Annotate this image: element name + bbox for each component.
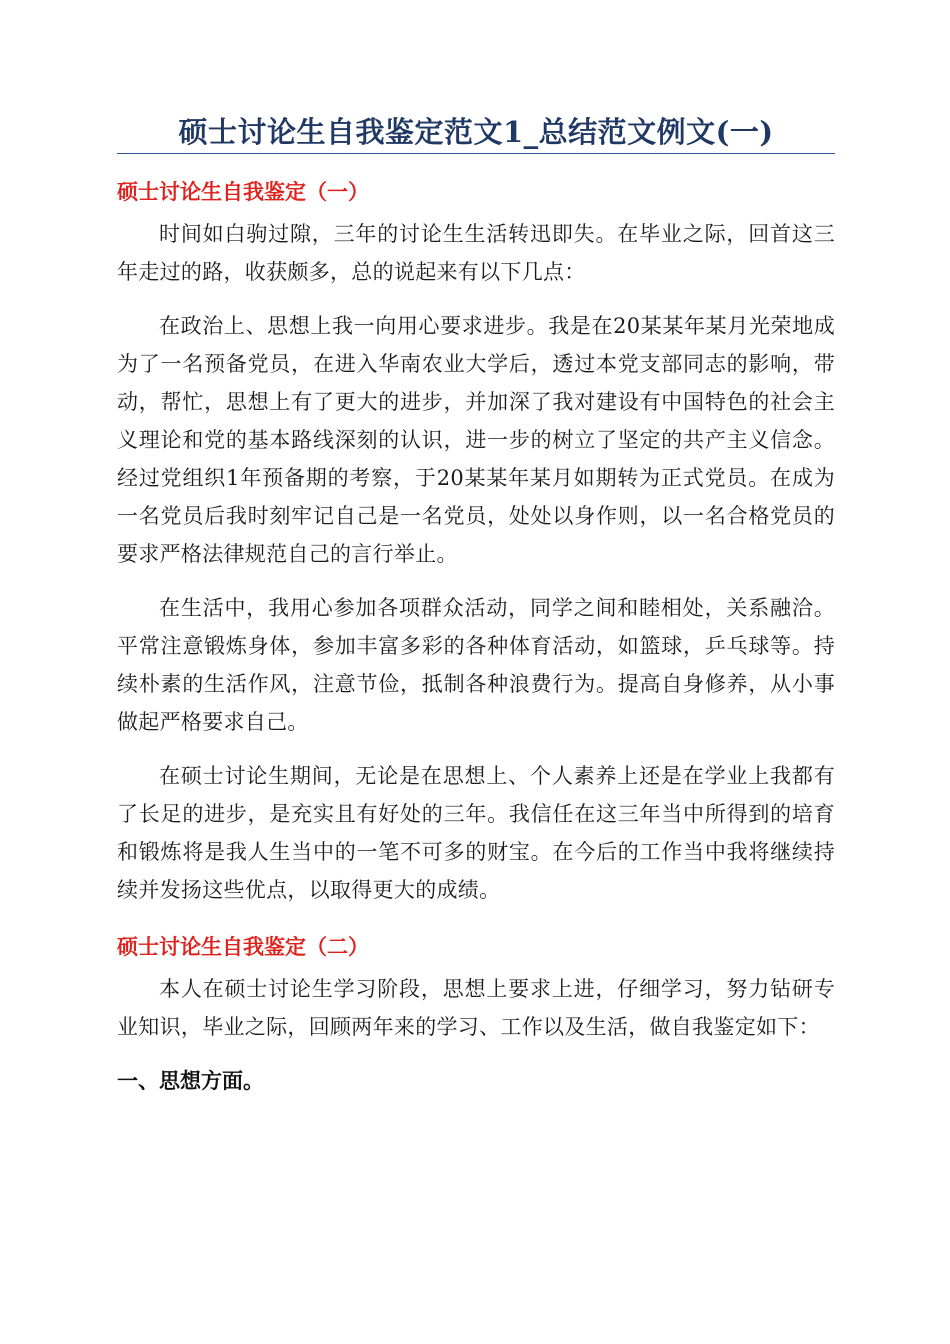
document-title: 硕士讨论生自我鉴定范文1_总结范文例文(一): [178, 115, 774, 149]
document-page: [117, 112, 835, 1096]
paragraph: 时间如白驹过隙，三年的讨论生生活转迅即失。在毕业之际，回首这三年走过的路，收获颇多，总的说起来有以下几点：: [117, 222, 835, 284]
title-underline: [117, 153, 835, 154]
paragraph: 在硕士讨论生期间，无论是在思想上、个人素养上还是在学业上我都有了长足的进步，是充实且有好处的三年。我信任在这三年当中所得到的培育和锻炼将是我人生当中的一笔不可多的财宝。在今后的工作当中我将继续持续并发扬这些优点，以取得更大的成绩。: [117, 764, 835, 902]
section-1: [117, 177, 835, 909]
sub-heading: 一、思想方面。: [117, 1069, 264, 1093]
paragraph: 本人在硕士讨论生学习阶段，思想上要求上进，仔细学习，努力钻研专业知识，毕业之际，回顾两年来的学习、工作以及生活，做自我鉴定如下：: [117, 977, 835, 1039]
section-2: [117, 932, 835, 1046]
section-heading: 硕士讨论生自我鉴定（二）: [117, 935, 369, 959]
section-heading: 硕士讨论生自我鉴定（一）: [117, 180, 369, 204]
paragraph: 在生活中，我用心参加各项群众活动，同学之间和睦相处，关系融洽。平常注意锻炼身体，参加丰富多彩的各种体育活动，如篮球，乒乓球等。持续朴素的生活作风，注意节俭，抵制各种浪费行为。提高自身修养，从小事做起严格要求自己。: [117, 596, 835, 734]
paragraph: 在政治上、思想上我一向用心要求进步。我是在20某某年某月光荣地成为了一名预备党员，在进入华南农业大学后，透过本党支部同志的影响，带动，帮忙，思想上有了更大的进步，并加深了我对建设有中国特色的社会主义理论和党的基本路线深刻的认识，进一步的树立了坚定的共产主义信念。经过党组织1年预备期的考察，于20某某年某月如期转为正式党员。在成为一名党员后我时刻牢记自己是一名党员，处处以身作则，以一名合格党员的要求严格法律规范自己的言行举止。: [117, 314, 835, 566]
